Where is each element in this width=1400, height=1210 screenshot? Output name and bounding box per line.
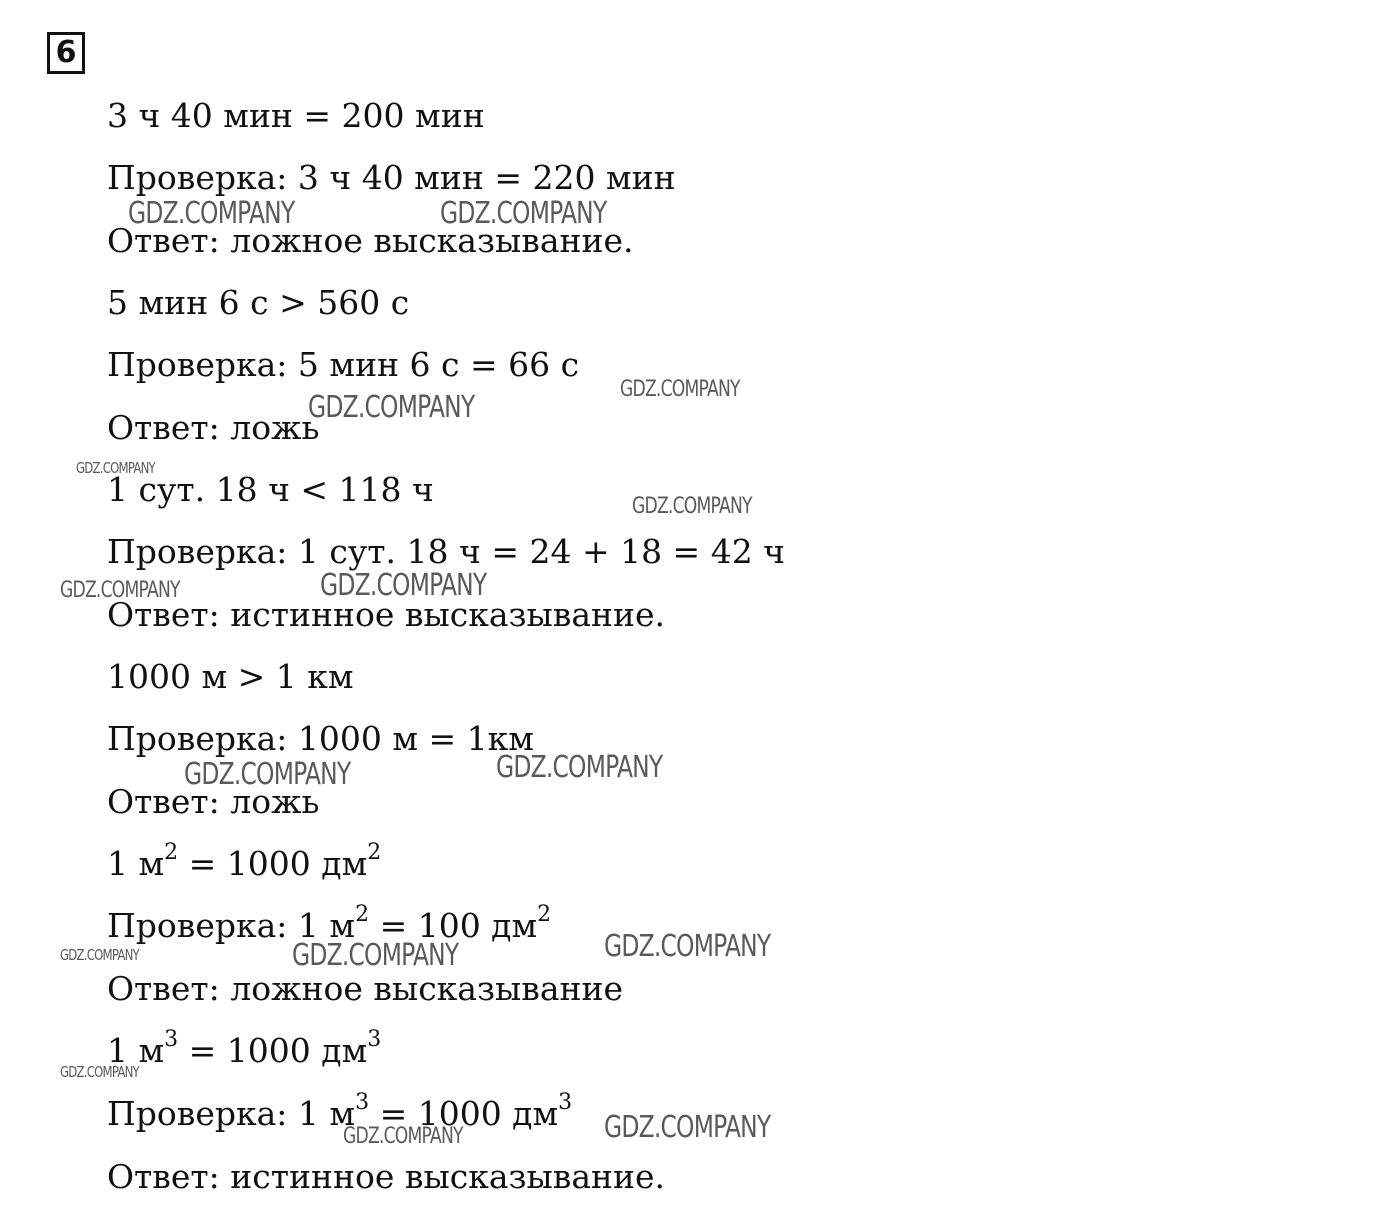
exponent: 2 xyxy=(355,902,370,927)
statement-3: 1 сут. 18 ч < 118 ч xyxy=(107,470,434,509)
watermark: GDZ.COMPANY xyxy=(440,196,607,231)
statement-2: 5 мин 6 с > 560 с xyxy=(107,283,410,322)
exponent: 2 xyxy=(537,902,552,927)
statement-1: 3 ч 40 мин = 200 мин xyxy=(107,96,485,135)
watermark: GDZ.COMPANY xyxy=(60,578,180,603)
watermark: GDZ.COMPANY xyxy=(76,459,155,477)
answer-4: Ответ: ложь xyxy=(107,782,320,821)
answer-5: Ответ: ложное высказывание xyxy=(107,969,624,1008)
answer-1: Ответ: ложное высказывание. xyxy=(107,221,634,260)
watermark: GDZ.COMPANY xyxy=(184,757,351,792)
statement-6-right: = 1000 дм xyxy=(178,1031,368,1070)
check-4: Проверка: 1000 м = 1км xyxy=(107,719,534,758)
watermark: GDZ.COMPANY xyxy=(496,750,663,785)
check-6 xyxy=(107,1090,573,1134)
exponent: 3 xyxy=(355,1090,370,1115)
watermark: GDZ.COMPANY xyxy=(60,946,139,964)
exponent: 3 xyxy=(558,1090,573,1115)
watermark: GDZ.COMPANY xyxy=(632,494,752,519)
watermark: GDZ.COMPANY xyxy=(604,929,771,964)
statement-6 xyxy=(107,1027,382,1071)
statement-5-left: 1 м xyxy=(107,844,165,883)
watermark: GDZ.COMPANY xyxy=(128,196,295,231)
check-5-left: Проверка: 1 м xyxy=(107,906,356,945)
watermark: GDZ.COMPANY xyxy=(620,377,740,402)
watermark: GDZ.COMPANY xyxy=(308,390,475,425)
check-3: Проверка: 1 сут. 18 ч = 24 + 18 = 42 ч xyxy=(107,532,785,571)
check-1: Проверка: 3 ч 40 мин = 220 мин xyxy=(107,158,676,197)
check-5-right: = 100 дм xyxy=(369,906,538,945)
answer-2: Ответ: ложь xyxy=(107,408,320,447)
check-6-right: = 1000 дм xyxy=(369,1094,559,1133)
statement-5 xyxy=(107,840,382,884)
watermark: GDZ.COMPANY xyxy=(320,568,487,603)
check-6-left: Проверка: 1 м xyxy=(107,1094,356,1133)
statement-5-right: = 1000 дм xyxy=(178,844,368,883)
answer-3: Ответ: истинное высказывание. xyxy=(107,595,666,634)
exponent: 2 xyxy=(367,840,382,865)
exponent: 3 xyxy=(164,1027,179,1052)
watermark: GDZ.COMPANY xyxy=(60,1063,139,1081)
exponent: 3 xyxy=(367,1027,382,1052)
watermark: GDZ.COMPANY xyxy=(604,1110,771,1145)
statement-4: 1000 м > 1 км xyxy=(107,657,354,696)
check-2: Проверка: 5 мин 6 с = 66 с xyxy=(107,345,580,384)
exponent: 2 xyxy=(164,840,179,865)
watermark: GDZ.COMPANY xyxy=(343,1124,463,1149)
statement-6-left: 1 м xyxy=(107,1031,165,1070)
answer-6: Ответ: истинное высказывание. xyxy=(107,1157,666,1196)
watermark: GDZ.COMPANY xyxy=(292,938,459,973)
task-number-badge: 6 xyxy=(47,32,85,74)
